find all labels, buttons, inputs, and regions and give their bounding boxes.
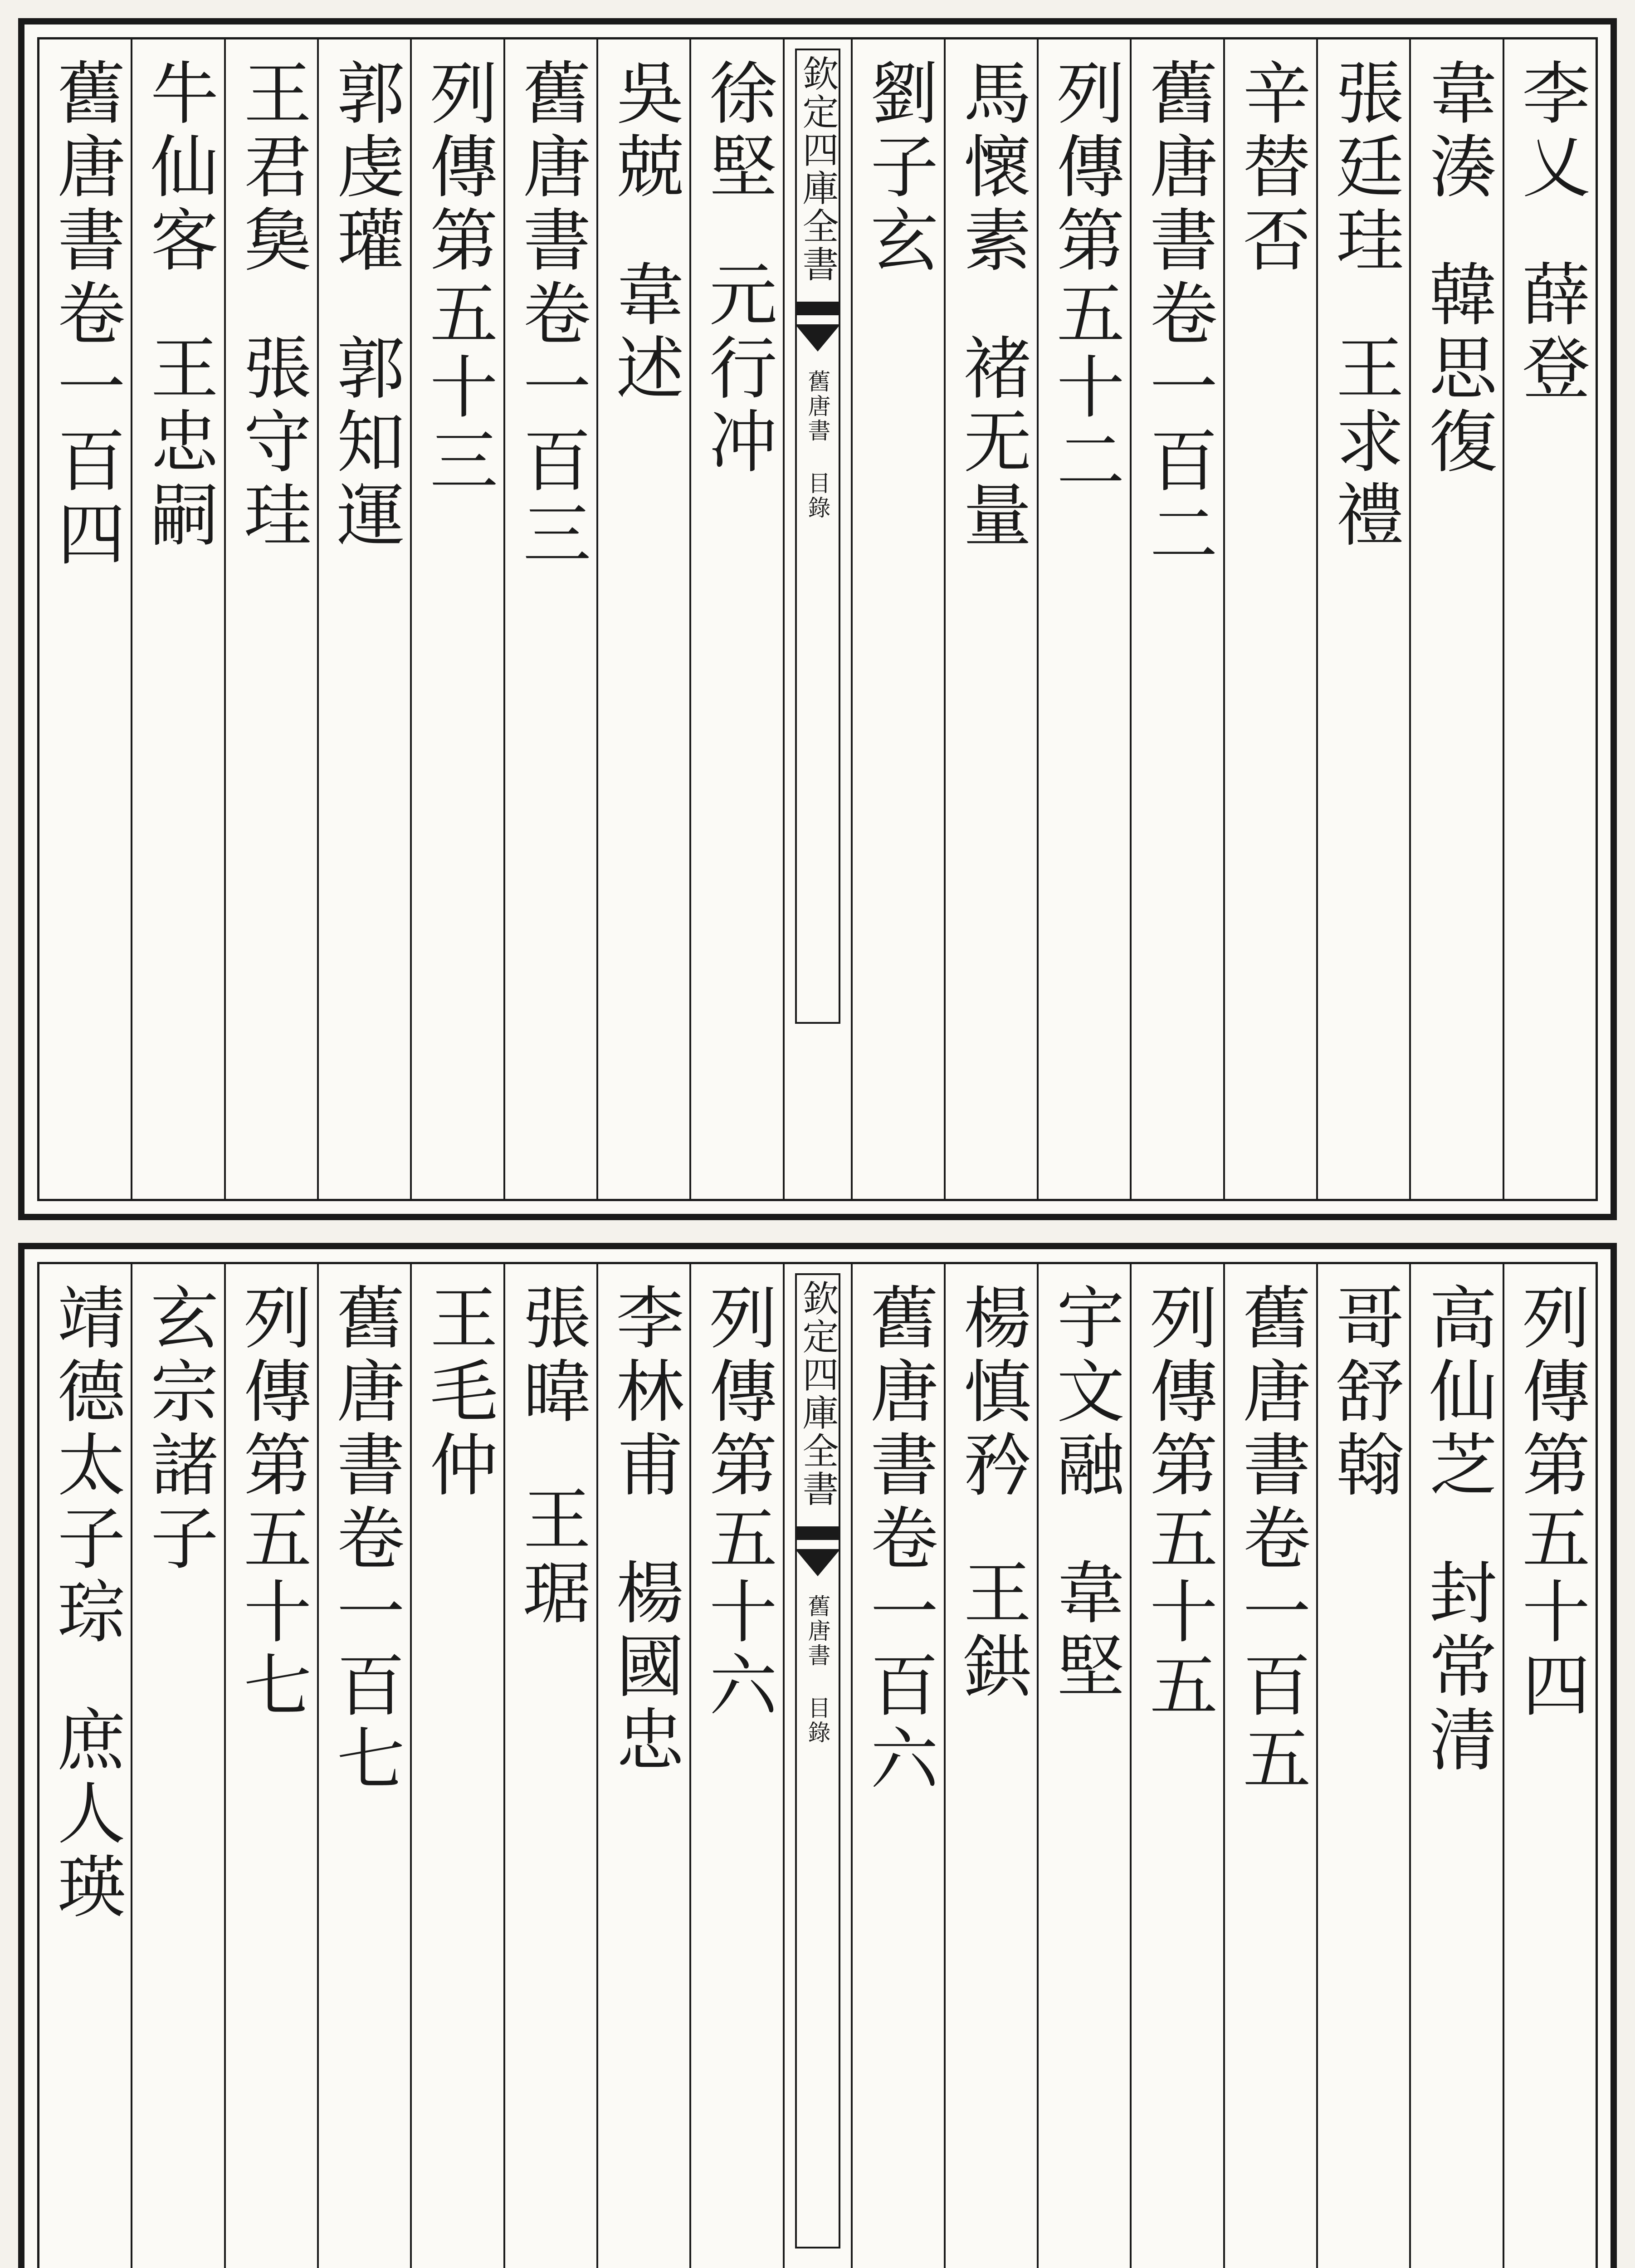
entry-main: 韋湊 [1417,58,1497,205]
bottom-page-frame [37,1262,1598,2268]
entry-main: 舊唐書卷一百二 [1138,58,1217,572]
entry-lower: 庶人瑛 [45,1704,125,1925]
entry-main: 靖德太子琮 [45,1282,125,1650]
column [503,1264,596,2268]
column [1316,39,1409,1199]
column [1409,1264,1502,2268]
column [317,39,410,1199]
column [944,1264,1037,2268]
entry-lower: 王忠嗣 [138,332,218,553]
column [131,39,224,1199]
entry-main: 宇文融 [1044,1282,1124,1503]
entry-main: 楊慎矜 [952,1282,1031,1503]
spine-subtitle: 舊唐書 目錄 [804,370,831,520]
entry-lower: 韓思復 [1417,259,1497,479]
entry-lower: 楊國忠 [604,1557,683,1778]
entry-main: 舊唐書卷一百七 [325,1282,404,1797]
column [944,39,1037,1199]
column [596,39,689,1199]
column [1037,1264,1130,2268]
entry-lower: 王琚 [511,1484,591,1631]
column [131,1264,224,2268]
entry-main: 舊唐書卷一百五 [1231,1282,1310,1797]
entry-lower: 張守珪 [232,332,311,553]
entry-main: 王君㚟 [232,58,311,278]
column [39,1264,131,2268]
entry-main: 高仙芝 [1417,1282,1497,1503]
column [851,39,944,1199]
column [1223,1264,1316,2268]
entry-main: 舊唐書卷一百三 [511,58,591,572]
spine-box [795,49,840,1024]
entry-main: 張廷珪 [1324,58,1403,278]
top-page [18,18,1617,1220]
entry-main: 舊唐書卷一百六 [859,1282,938,1797]
top-page-frame [37,37,1598,1201]
column [410,1264,503,2268]
fishtail-icon [795,324,840,352]
entry-lower: 薛登 [1510,259,1590,406]
entry-main: 牛仙客 [138,58,218,278]
entry-main: 哥舒翰 [1324,1282,1403,1503]
entry-main: 吳兢 [604,58,683,205]
entry-main: 玄宗諸子 [138,1282,218,1576]
spine-subtitle: 舊唐書 目錄 [804,1594,831,1745]
entry-lower: 郭知運 [325,332,404,553]
entry-main: 列傳第五十三 [418,58,497,499]
entry-lower: 韋堅 [1044,1557,1124,1704]
fishtail-icon [795,302,840,315]
entry-main: 列傳第五十五 [1138,1282,1217,1723]
column [317,1264,410,2268]
entry-main: 張暐 [511,1282,591,1429]
entry-main: 列傳第五十六 [697,1282,776,1723]
column [1316,1264,1409,2268]
entry-main: 舊唐書卷一百四 [45,58,125,572]
column [39,39,131,1199]
entry-main: 王毛仲 [418,1282,497,1503]
column [1503,1264,1596,2268]
column [224,39,317,1199]
column [851,1264,944,2268]
column [689,1264,782,2268]
column [1409,39,1502,1199]
entry-lower: 王鉷 [952,1557,1031,1704]
entry-main: 李林甫 [604,1282,683,1503]
column [1037,39,1130,1199]
entry-lower: 王求禮 [1324,332,1403,553]
spine-title: 欽定四庫全書 [796,55,839,284]
entry-main: 徐堅 [697,58,776,205]
bottom-page [18,1243,1617,2268]
column [224,1264,317,2268]
entry-main: 馬懷素 [952,58,1031,278]
entry-main: 劉子玄 [859,58,938,278]
entry-main: 列傳第五十七 [232,1282,311,1723]
entry-main: 列傳第五十二 [1044,58,1124,499]
entry-lower: 元行冲 [697,259,776,479]
column [1130,1264,1223,2268]
entry-main: 辛替否 [1231,58,1310,278]
spine-center [783,39,851,1199]
spine-box [795,1273,840,2248]
column [503,39,596,1199]
entry-lower: 褚无量 [952,332,1031,553]
spine-center [783,1264,851,2268]
fishtail-icon [795,1549,840,1576]
column [596,1264,689,2268]
column [410,39,503,1199]
spine-title: 欽定四庫全書 [796,1280,839,1508]
column [1223,39,1316,1199]
column [689,39,782,1199]
column [1503,39,1596,1199]
fishtail-icon [795,1526,840,1540]
entry-main: 列傳第五十四 [1510,1282,1590,1723]
entry-lower: 封常清 [1417,1557,1497,1778]
entry-lower: 韋述 [604,259,683,406]
column [1130,39,1223,1199]
entry-main: 李乂 [1510,58,1590,205]
entry-main: 郭虔瓘 [325,58,404,278]
